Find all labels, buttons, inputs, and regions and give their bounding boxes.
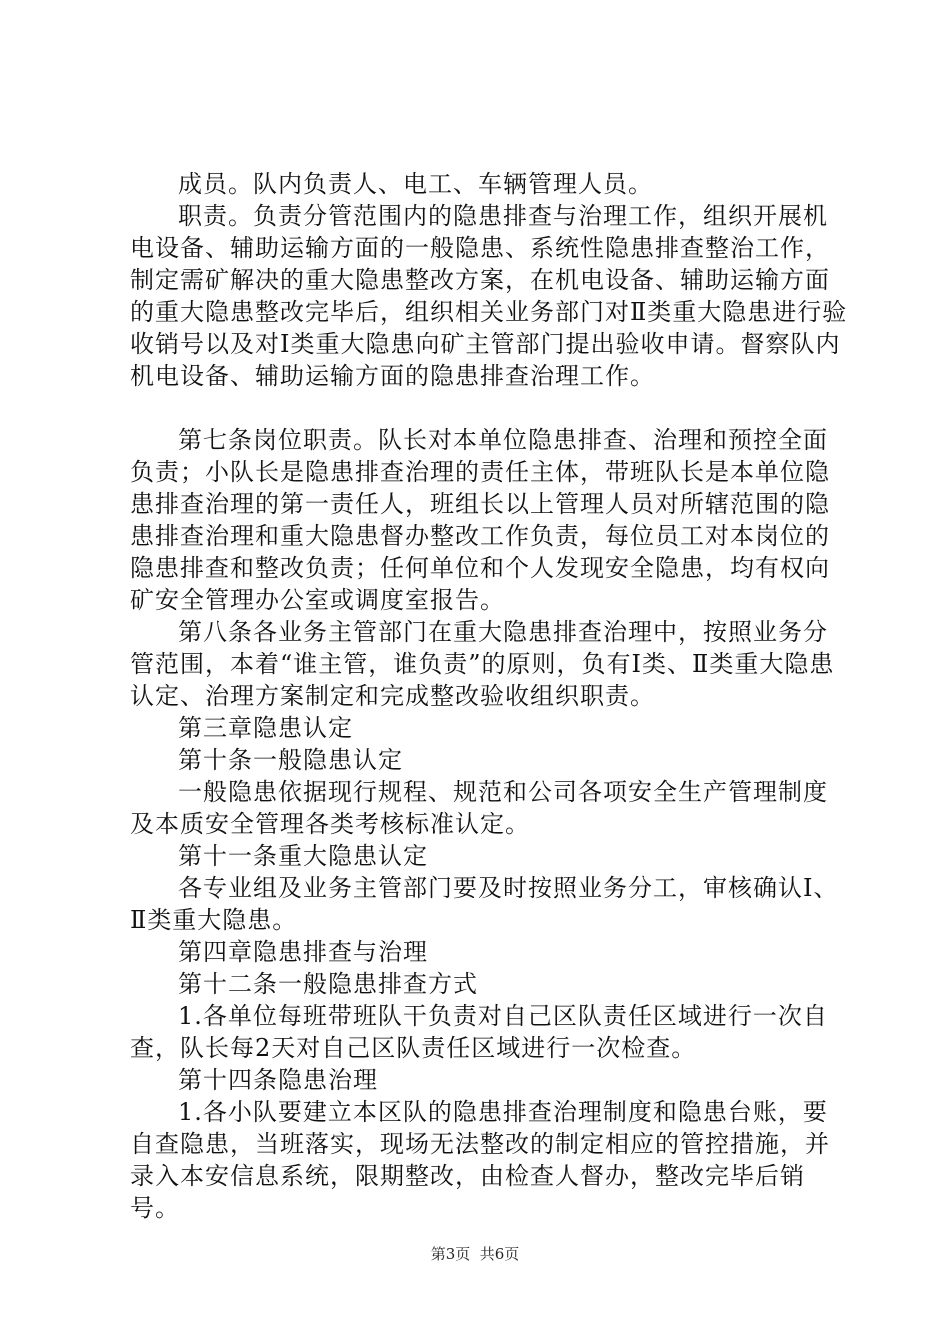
article-12-heading: 第十二条一般隐患排查方式 bbox=[178, 970, 478, 998]
paragraph-inspection-method: 1.各单位每班带班队干负责对自己区队责任区域进行一次自查，队长每2天对自己区队责任区域进行一次检查。 bbox=[130, 1002, 828, 1062]
article-11-heading: 第十一条重大隐患认定 bbox=[178, 842, 428, 870]
paragraph-major-hazard: 各专业组及业务主管部门要及时按照业务分工，审核确认Ⅰ、Ⅱ类重大隐患。 bbox=[130, 874, 839, 934]
article-14-heading: 第十四条隐患治理 bbox=[178, 1066, 378, 1094]
chapter-3-heading: 第三章隐患认定 bbox=[178, 714, 353, 742]
paragraph-duties: 职责。负责分管范围内的隐患排查与治理工作，组织开展机电设备、辅助运输方面的一般隐患、系统性隐患排查整治工作，制定需矿解决的重大隐患整改方案，在机电设备、辅助运输方面的重大隐患整改完毕后，组织相关业务部门对Ⅱ类重大隐患进行验收销号以及对Ⅰ类重大隐患向矿主管部门提出验收申请。督察队内机电设备、辅助运输方面的隐患排查治理工作。 bbox=[130, 202, 848, 390]
paragraph-article-7: 第七条岗位职责。队长对本单位隐患排查、治理和预控全面负责；小队长是隐患排查治理的责任主体，带班队长是本单位隐患排查治理的第一责任人，班组长以上管理人员对所辖范围的隐患排查治理和重大隐患督办整改工作负责，每位员工对本岗位的隐患排查和整改负责；任何单位和个人发现安全隐患，均有权向矿安全管理办公室或调度室报告。 bbox=[130, 426, 830, 614]
paragraph-spacer bbox=[130, 392, 850, 424]
article-10-heading: 第十条一般隐患认定 bbox=[178, 746, 403, 774]
paragraph-general-hazard: 一般隐患依据现行规程、规范和公司各项安全生产管理制度及本质安全管理各类考核标准认定。 bbox=[130, 778, 828, 838]
chapter-4-heading: 第四章隐患排查与治理 bbox=[178, 938, 428, 966]
page-number-footer: 第3页 共6页 bbox=[430, 1245, 520, 1263]
paragraph-members: 成员。队内负责人、电工、车辆管理人员。 bbox=[178, 170, 653, 198]
document-body bbox=[130, 168, 850, 1224]
paragraph-article-8: 第八条各业务主管部门在重大隐患排查治理中，按照业务分管范围，本着“谁主管，谁负责”的原则，负有Ⅰ类、Ⅱ类重大隐患认定、治理方案制定和完成整改验收组织职责。 bbox=[130, 618, 835, 710]
paragraph-hazard-treatment: 1.各小队要建立本区队的隐患排查治理制度和隐患台账，要自查隐患，当班落实，现场无法整改的制定相应的管控措施，并录入本安信息系统，限期整改，由检查人督办，整改完毕后销号。 bbox=[130, 1098, 830, 1222]
